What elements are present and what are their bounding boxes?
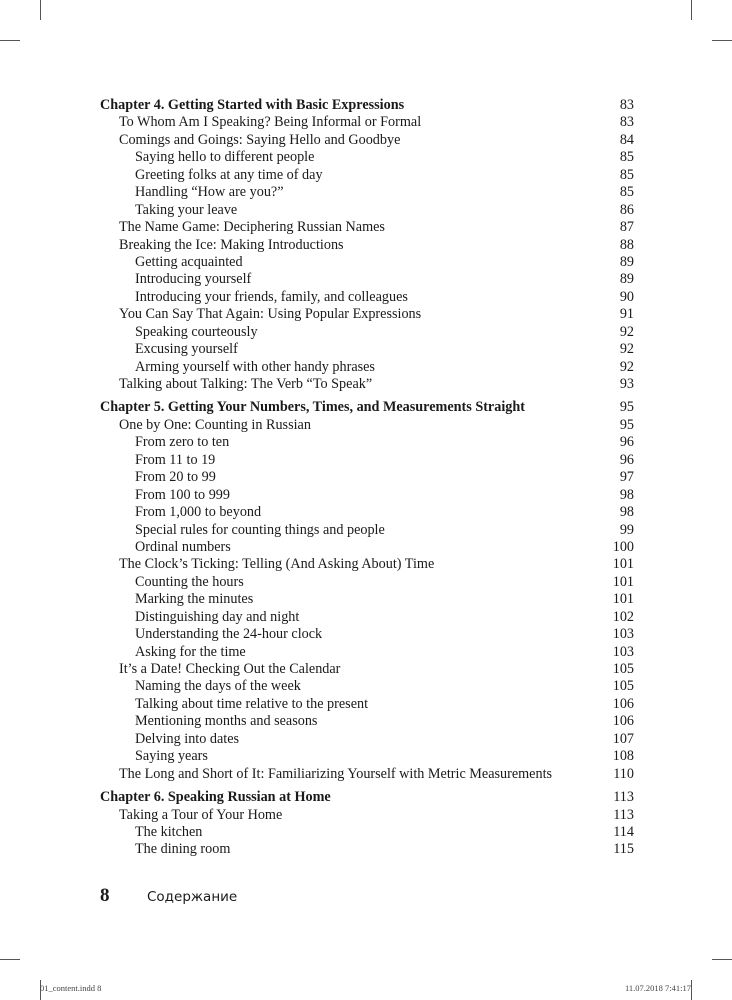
toc-entry-page: 98 (619, 486, 634, 503)
toc-section (100, 376, 634, 393)
toc-subsection (100, 609, 634, 626)
toc-entry-page: 102 (612, 608, 634, 625)
toc-entry-title: You Can Say That Again: Using Popular Expressions (119, 306, 422, 323)
toc-entry-page: 103 (612, 643, 634, 660)
toc-subsection (100, 591, 634, 608)
toc-entry-title: Distinguishing day and night (135, 608, 300, 625)
toc-entry-title: Getting acquainted (135, 253, 243, 270)
toc-entry-title: The dining room (135, 841, 231, 858)
toc-entry-page: 89 (619, 253, 634, 270)
toc-entry-title: The Clock’s Ticking: Telling (And Asking About) Time (119, 556, 435, 573)
toc-section (100, 219, 634, 236)
slug-timestamp: 11.07.2018 7:41:17 (624, 983, 691, 993)
toc-subsection (100, 149, 634, 166)
toc-entry-title: The Name Game: Deciphering Russian Names (119, 219, 385, 236)
toc-entry-title: Counting the hours (135, 573, 244, 590)
toc-entry-page: 92 (619, 341, 634, 358)
toc-entry-page: 91 (619, 306, 634, 323)
toc-entry-page: 105 (612, 678, 634, 695)
toc-subsection (100, 696, 634, 713)
toc-subsection (100, 167, 634, 184)
toc-entry-title: Greeting folks at any time of day (135, 166, 323, 183)
toc-entry-title: The Long and Short of It: Familiarizing Yourself with Metric Measurements (119, 765, 553, 782)
toc-subsection (100, 574, 634, 591)
toc-chapter (100, 789, 634, 806)
toc-entry-page: 108 (612, 748, 634, 765)
toc-section (100, 237, 634, 254)
toc-subsection (100, 289, 634, 306)
toc-entry-title: Ordinal numbers (135, 538, 231, 555)
toc-entry-page: 110 (613, 765, 634, 782)
toc-entry-page: 100 (612, 538, 634, 555)
toc-entry-page: 101 (612, 573, 634, 590)
toc-subsection (100, 469, 634, 486)
toc-entry-title: Understanding the 24-hour clock (135, 626, 323, 643)
toc-entry-page: 115 (613, 841, 634, 858)
toc-entry-page: 84 (619, 131, 634, 148)
toc-entry-page: 98 (619, 504, 634, 521)
section-label: Содержание (147, 889, 238, 905)
toc-section (100, 807, 634, 824)
toc-subsection (100, 626, 634, 643)
toc-entry-title: Introducing your friends, family, and colleagues (135, 288, 408, 305)
toc-subsection (100, 271, 634, 288)
toc-entry-title: Delving into dates (135, 730, 240, 747)
toc-entry-page: 101 (612, 591, 634, 608)
toc-subsection (100, 324, 634, 341)
toc-entry-page: 83 (619, 97, 634, 113)
toc-entry-title: The kitchen (135, 823, 203, 840)
toc-subsection (100, 522, 634, 539)
toc-entry-title: Chapter 5. Getting Your Numbers, Times, and Measurements Straight (100, 399, 525, 416)
toc-entry-page: 92 (619, 358, 634, 375)
toc-entry-page: 86 (619, 201, 634, 218)
toc-entry-page: 90 (619, 288, 634, 305)
toc-entry-title: Talking about time relative to the present (135, 695, 369, 712)
toc-entry-title: Chapter 4. Getting Started with Basic Expressions (100, 97, 405, 113)
toc-entry-title: From 20 to 99 (135, 469, 216, 486)
toc-subsection (100, 254, 634, 271)
toc-entry-title: Marking the minutes (135, 591, 254, 608)
toc-subsection (100, 824, 634, 841)
toc-entry-title: It’s a Date! Checking Out the Calendar (119, 661, 341, 677)
toc-entry-page: 95 (619, 399, 634, 416)
toc-entry-title: Taking a Tour of Your Home (119, 806, 283, 823)
toc-section (100, 766, 634, 783)
toc-entry-page: 99 (619, 521, 634, 538)
toc-section (100, 306, 634, 323)
toc-entry-page: 87 (619, 219, 634, 236)
toc-section (100, 661, 634, 678)
toc-chapter (100, 399, 634, 416)
toc-section (100, 417, 634, 434)
toc-entry-title: Special rules for counting things and people (135, 521, 385, 538)
crop-mark (691, 0, 692, 20)
toc-entry-page: 96 (619, 434, 634, 451)
toc-subsection (100, 487, 634, 504)
toc-entry-page: 89 (619, 271, 634, 288)
toc-subsection (100, 841, 634, 858)
toc-subsection (100, 713, 634, 730)
toc-entry-title: Taking your leave (135, 201, 238, 218)
toc-subsection (100, 359, 634, 376)
toc-entry-title: Handling “How are you?” (135, 184, 284, 201)
toc-section (100, 114, 634, 131)
toc-entry-title: Saying years (135, 748, 208, 765)
toc-chapter (100, 97, 634, 114)
toc-entry-title: From 1,000 to beyond (135, 504, 262, 521)
toc-entry-page: 95 (619, 416, 634, 433)
crop-mark (712, 40, 732, 41)
toc-subsection (100, 504, 634, 521)
toc-entry-title: Excusing yourself (135, 341, 238, 358)
toc-subsection (100, 184, 634, 201)
crop-mark (0, 40, 20, 41)
toc-entry-page: 85 (619, 184, 634, 201)
toc-subsection (100, 644, 634, 661)
toc-entry-page: 83 (619, 114, 634, 131)
toc-entry-title: Breaking the Ice: Making Introductions (119, 236, 344, 253)
toc-section (100, 556, 634, 573)
toc-entry-page: 85 (619, 149, 634, 166)
toc-entry-page: 106 (612, 695, 634, 712)
toc-subsection (100, 678, 634, 695)
toc-entry-title: Comings and Goings: Saying Hello and Goodbye (119, 131, 401, 148)
toc-subsection (100, 731, 634, 748)
toc-section (100, 132, 634, 149)
crop-mark (712, 959, 732, 960)
toc-entry-title: Chapter 6. Speaking Russian at Home (100, 789, 331, 806)
toc-entry-page: 103 (612, 626, 634, 643)
slug-filename: 01_content.indd 8 (40, 983, 102, 993)
crop-mark (40, 0, 41, 20)
toc-entry-page: 93 (619, 376, 634, 392)
toc-entry-title: Introducing yourself (135, 271, 252, 288)
toc-subsection (100, 539, 634, 556)
toc-entry-title: From 100 to 999 (135, 486, 230, 503)
toc-entry-page: 97 (619, 469, 634, 486)
toc-entry-page: 101 (612, 556, 634, 573)
toc-subsection (100, 748, 634, 765)
toc-entry-title: Arming yourself with other handy phrases (135, 358, 375, 375)
toc-entry-title: Speaking courteously (135, 323, 258, 340)
toc-entry-page: 85 (619, 166, 634, 183)
toc-entry-page: 113 (613, 806, 634, 823)
toc-entry-page: 107 (612, 730, 634, 747)
toc-subsection (100, 434, 634, 451)
toc-entry-page: 92 (619, 323, 634, 340)
toc-entry-page: 105 (612, 661, 634, 677)
toc-entry-page: 96 (619, 451, 634, 468)
toc-subsection (100, 341, 634, 358)
crop-mark (0, 959, 20, 960)
toc-entry-title: From zero to ten (135, 434, 230, 451)
crop-mark (691, 980, 692, 1000)
table-of-contents (100, 97, 634, 859)
toc-entry-title: Talking about Talking: The Verb “To Speak” (119, 376, 373, 392)
toc-entry-title: Naming the days of the week (135, 678, 301, 695)
toc-entry-title: Saying hello to different people (135, 149, 315, 166)
page-number: 8 (100, 885, 110, 906)
toc-subsection (100, 452, 634, 469)
toc-subsection (100, 202, 634, 219)
toc-entry-page: 88 (619, 236, 634, 253)
toc-entry-title: Asking for the time (135, 643, 246, 660)
toc-entry-page: 113 (613, 789, 634, 806)
toc-entry-title: From 11 to 19 (135, 451, 216, 468)
toc-entry-title: Mentioning months and seasons (135, 713, 318, 730)
toc-entry-page: 114 (613, 823, 634, 840)
toc-entry-page: 106 (612, 713, 634, 730)
toc-entry-title: To Whom Am I Speaking? Being Informal or Formal (119, 114, 422, 131)
toc-entry-title: One by One: Counting in Russian (119, 416, 311, 433)
